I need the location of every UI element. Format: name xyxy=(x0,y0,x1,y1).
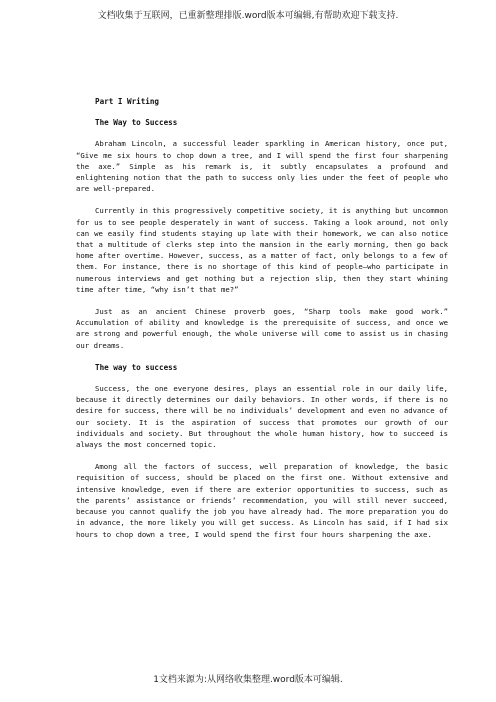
essay-1-paragraph-1: Abraham Lincoln, a successful leader sparkling in American history, once put, “Give me six hours to chop down a tree, and I will spend the first four sharpening the axe.” Simple as his remark is, it subtly encapsulates a profound and enlightening notion that the path to success only lies under the feet of people who are well-prepared. xyxy=(76,139,448,194)
essay-2-title: The way to success xyxy=(95,362,178,372)
essay-2-paragraph-1: Success, the one everyone desires, plays an essential role in our daily life, because it directly determines our daily behaviors. In other words, if there is no desire for success, there will be no individuals’ development and even no advance of our society. It is the aspiration of success that promotes our growth of our individuals and society. But throughout the whole human history, how to succeed is always the most concerned topic. xyxy=(76,384,448,450)
header-note: 文档收集于互联网，已重新整理排版.word版本可编辑,有帮助欢迎下载支持. xyxy=(97,11,399,21)
essay-1-paragraph-3: Just as an ancient Chinese proverb goes, “Sharp tools make good work.” Accumulation of ability and knowledge is the prerequisite of success, and once we are strong and powerful enough, the whole universe will come to assist us in chasing our dreams. xyxy=(76,307,448,350)
footer-note: 1文档来源为:从网络收集整理.word版本可编辑. xyxy=(153,675,343,685)
essay-1-paragraph-2: Currently in this progressively competitive society, it is anything but uncommon for us to see people desperately in want of success. Taking a look around, not only can we easily find students staying up late with their homework, we can also notice that a multitude of clerks step into the mansion in the early morning, then go back home after overtime. However, success, as a matter of fact, only belongs to a few of them. For instance, there is no shortage of this kind of people—who participate in numerous interviews and get nothing but a rejection slip, then they start whining time after time, “why isn’t that me?” xyxy=(76,206,448,294)
essay-1-title: The Way to Success xyxy=(95,118,178,128)
document-body xyxy=(76,96,448,551)
part-title: Part I Writing xyxy=(95,97,160,106)
essay-2-paragraph-2: Among all the factors of success, well preparation of knowledge, the basic requisition of success, should be placed on the first one. Without extensive and intensive knowledge, even if there are exterior opportunities to success, such as the parents’ assistance or friends’ recommendation, you will still never succeed, because you cannot qualify the job you have already had. The more preparation you do in advance, the more likely you will get success. As Lincoln has said, if I had six hours to chop down a tree, I would spend the first four hours sharpening the axe. xyxy=(76,462,448,539)
